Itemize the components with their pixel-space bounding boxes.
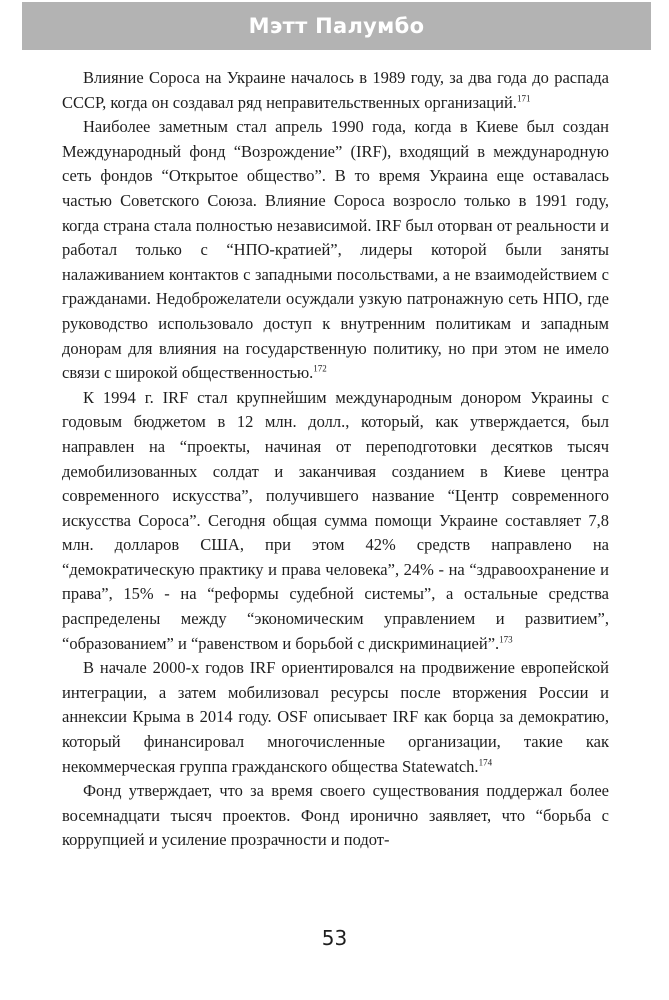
page-number: 53 [321,926,348,950]
footnote-ref: 174 [478,757,493,768]
paragraph-text: К 1994 г. IRF стал крупнейшим международным донором Украины с годовым бюджетом в 12 млн. долл., который, как утверждается, был направлен на “проекты, начиная от переподготовки десятков тысяч демобилизованных солдат и заканчивая созданием в Киеве центра современного искусства”, получившего название “Центр современного искусства Сороса”. Сегодня общая сумма помощи Украине составляет 7,8 млн. долларов США, при этом 42% средств направлено на “демократическую практику и права человека”, 24% - на “здравоохранение и права”, 15% - на “реформы судебной системы”, а остальные средства распределены между “экономическим управлением и развитием”, “образованием” и “равенством и борьбой с дискриминацией”. [62,387,609,653]
paragraph [62,656,609,779]
footnote-ref: 172 [313,363,327,374]
running-header [22,2,651,50]
paragraph [62,386,609,657]
paragraph [62,66,609,115]
paragraph-text: Влияние Сороса на Украине началось в 1989 году, за два года до распада СССР, когда он создавал ряд неправительственных организаций. [62,68,609,112]
body-text [62,66,609,853]
footnote-ref: 173 [499,634,513,645]
footnote-ref: 171 [516,93,531,104]
paragraph-text: Наиболее заметным стал апрель 1990 года, когда в Киеве был создан Международный фонд “Возрождение” (IRF), входящий в международную сеть фондов “Открытое общество”. В то время Украина еще оставалась частью Советского Союза. Влияние Сороса возросло только в 1991 году, когда страна стала полностью независимой. IRF был оторван от реальности и работал только с “НПО-кратией”, лидеры которой были заняты налаживанием контактов с западными посольствами, а не взаимодействием с гражданами. Недоброжелатели осуждали узкую патронажную сеть НПО, где руководство использовало доступ к внутренним политикам и западным донорам для влияния на государственную политику, но при этом не имело связи с широкой общественностью. [62,117,609,383]
paragraph [62,779,609,853]
paragraph [62,115,609,386]
paragraph-text: Фонд утверждает, что за время своего существования поддержал более восемнадцати тысяч проектов. Фонд иронично заявляет, что “борьба с коррупцией и усиление прозрачности и подот- [62,781,609,850]
running-header-title: Мэтт Палумбо [248,14,425,38]
paragraph-text: В начале 2000-х годов IRF ориентировался на продвижение европейской интеграции, а затем мобилизовал ресурсы после вторжения России и аннексии Крыма в 2014 году. OSF описывает IRF как борца за демократию, который финансировал многочисленные организации, такие как некоммерческая группа гражданского общества Statewatch. [62,658,609,776]
